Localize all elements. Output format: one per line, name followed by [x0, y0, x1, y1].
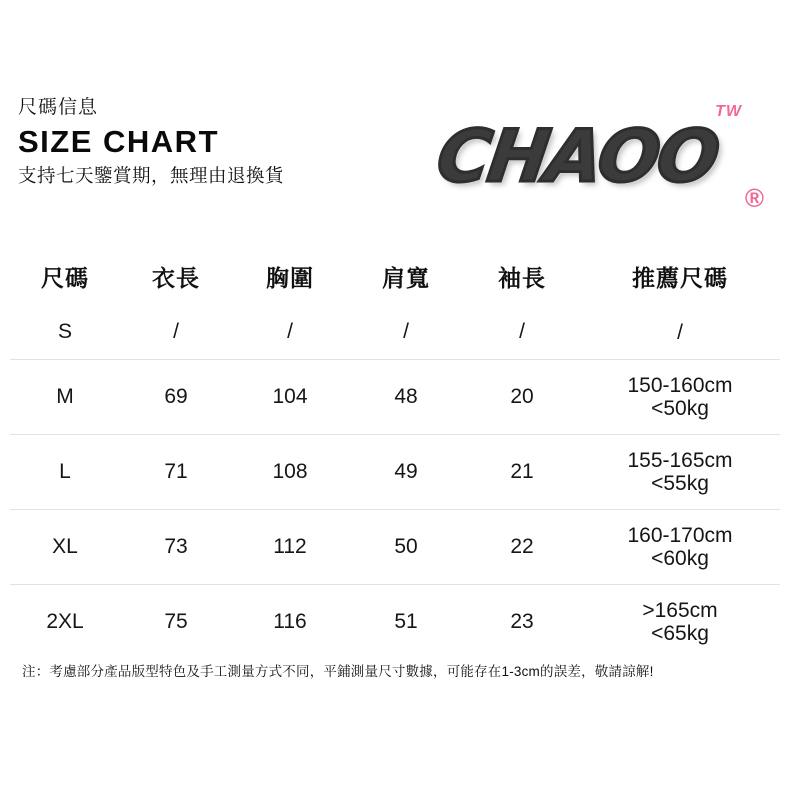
header-text-block [18, 95, 448, 189]
cell-sleeve: 22 [510, 535, 534, 558]
cell-sleeve: 20 [510, 385, 534, 408]
cell-recommendation [580, 510, 780, 585]
recommendation-weight: <55kg [651, 472, 709, 495]
cell-length: 71 [164, 460, 188, 483]
measurement-note: 注：考慮部分產品版型特色及手工測量方式不同，平鋪測量尺寸數據，可能存在1-3cm的誤差，敬請諒解! [22, 664, 654, 679]
cell-chest: 108 [272, 460, 308, 483]
return-policy-text: 支持七天鑒賞期，無理由退換貨 [18, 165, 285, 186]
cell-recommendation [580, 435, 780, 510]
cell-size: L [59, 460, 71, 483]
recommendation-height: 150-160cm [627, 374, 733, 397]
cell-shoulder: 50 [394, 535, 418, 558]
table-header [10, 256, 780, 305]
table-header-row [10, 256, 780, 305]
cell-length: / [173, 320, 179, 343]
cell-recommendation [580, 585, 780, 660]
cell-chest: 112 [273, 535, 307, 558]
column-header-recommendation: 推薦尺碼 [632, 265, 728, 291]
registered-trademark-icon: ® [744, 183, 764, 213]
cell-length: 73 [164, 535, 188, 558]
table-row [10, 585, 780, 660]
column-header-chest: 胸圍 [266, 265, 314, 291]
recommendation-height: / [677, 320, 683, 344]
cell-sleeve: / [519, 320, 525, 343]
recommendation-weight: <65kg [651, 622, 709, 645]
cell-shoulder: / [403, 320, 409, 343]
recommendation-height: 160-170cm [627, 524, 733, 547]
column-header-sleeve: 袖長 [498, 265, 546, 291]
cell-chest: / [287, 320, 293, 343]
recommendation-weight: <60kg [651, 547, 709, 570]
table-row [10, 360, 780, 435]
table-row [10, 305, 780, 360]
size-table [10, 256, 780, 659]
brand-logo [432, 103, 768, 213]
table-body [10, 305, 780, 659]
cell-sleeve: 21 [510, 460, 534, 483]
cell-recommendation [580, 305, 780, 360]
recommendation-height: >165cm [642, 599, 718, 622]
column-header-length: 衣長 [152, 265, 200, 291]
recommendation-height: 155-165cm [627, 449, 733, 472]
cell-length: 75 [164, 610, 188, 633]
page-title: SIZE CHART [18, 124, 219, 159]
cell-recommendation [580, 360, 780, 435]
table-row [10, 510, 780, 585]
column-header-shoulder: 肩寬 [382, 265, 430, 291]
size-table-container [10, 256, 780, 659]
cell-shoulder: 51 [394, 610, 418, 633]
cell-size: 2XL [46, 610, 84, 633]
page-subtitle-cn: 尺碼信息 [18, 97, 99, 118]
cell-size: XL [52, 535, 78, 558]
cell-size: S [57, 320, 72, 343]
cell-chest: 104 [272, 385, 308, 408]
cell-sleeve: 23 [510, 610, 534, 633]
cell-shoulder: 48 [394, 385, 418, 408]
recommendation-weight: <50kg [651, 397, 709, 420]
header [0, 95, 790, 225]
trademark-tw-label: TW [715, 103, 742, 120]
brand-name-text: CHAOO [432, 114, 723, 198]
table-row [10, 435, 780, 510]
cell-size: M [56, 385, 74, 408]
cell-chest: 116 [273, 610, 307, 633]
cell-shoulder: 49 [394, 460, 418, 483]
cell-length: 69 [164, 385, 188, 408]
column-header-size: 尺碼 [41, 265, 89, 291]
